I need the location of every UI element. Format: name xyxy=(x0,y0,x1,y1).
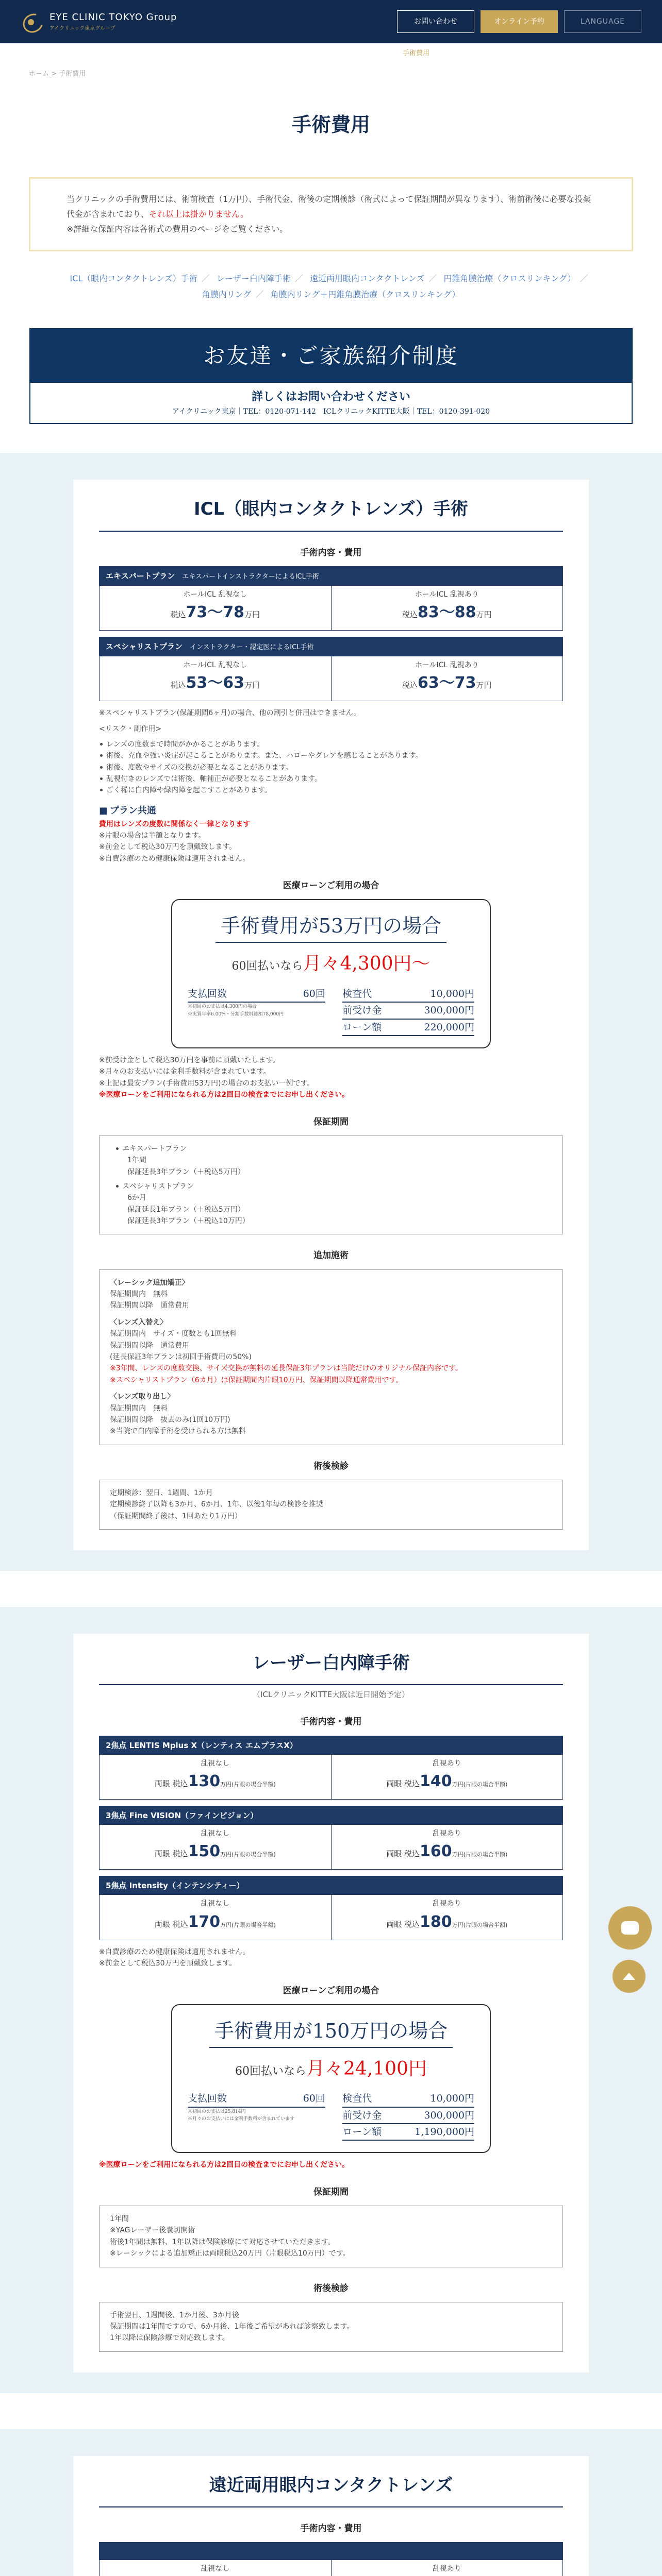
referral-banner[interactable] xyxy=(29,328,633,424)
price-value: 150 xyxy=(188,1842,221,1861)
warranty-line: ※レーシックによる追加矯正は両眼税込20万円（片眼税込10万円）です。 xyxy=(110,2249,350,2258)
icl-title: ICL（眼内コンタクトレンズ）手術 xyxy=(99,495,563,531)
price-prefix: 税込 xyxy=(170,681,186,690)
price-value: 83〜88 xyxy=(418,603,476,621)
extra-heading: 追加施術 xyxy=(313,1250,349,1261)
price-prefix: 税込 xyxy=(170,609,186,619)
cataract-subtitle: （ICLクリニックKITTE大阪は近日開始予定） xyxy=(252,1690,410,1700)
price-suffix: 万円 xyxy=(476,681,492,690)
price-label: ホールICL 乱視あり xyxy=(415,660,479,669)
multifocal-title: 遠近両用眼内コンタクトレンズ xyxy=(99,2471,563,2507)
note-line: ※前金として税込30万円を頂戴致します。 xyxy=(99,1959,237,1968)
loan-label: 支払回数 xyxy=(188,2093,227,2105)
extra-line: 保証期間内 無料 xyxy=(110,1290,168,1299)
warranty-line: 6か月 xyxy=(127,1194,146,1202)
price-label: 乱視あり xyxy=(432,1829,461,1838)
warranty-line: 1年間 xyxy=(127,1156,146,1165)
price-suffix: 万円(片眼の場合半額) xyxy=(452,1851,508,1858)
price-value: 160 xyxy=(420,1842,452,1861)
warranty-line: 術後1年間は無料、1年以降は保険診療にて対応させていただきます。 xyxy=(110,2238,335,2246)
warranty-heading: 保証期間 xyxy=(313,1116,349,1127)
loan-value: 220,000円 xyxy=(424,1021,474,1033)
scroll-top-button[interactable] xyxy=(613,1960,646,1993)
language-button[interactable]: LANGUAGE xyxy=(564,10,641,33)
price-value: 180 xyxy=(420,1912,452,1931)
notice-subtext: ※詳細な保証内容は各術式の費用のページをご覧ください。 xyxy=(67,224,288,234)
plan-name: 2焦点 LENTIS Mplus X（レンティス エムプラスX） xyxy=(100,1736,562,1755)
note-line: ※前金として税込30万円を頂戴致します。 xyxy=(99,843,237,852)
extra-line: (延長保証3年プランは初回手術費用の50%) xyxy=(110,1352,252,1361)
extra-subheading: 〈レンズ取り出し〉 xyxy=(110,1393,175,1401)
price-value: 63〜73 xyxy=(418,674,476,692)
extra-red-line: ※スペシャリストプラン（6カ月）は保証期間内片眼10万円、保証期間以降通常費用です。 xyxy=(110,1376,403,1384)
price-suffix: 万円(片眼の場合半額) xyxy=(220,1851,276,1858)
extra-line: 保証期間内 無料 xyxy=(110,1404,168,1413)
price-label: 乱視あり xyxy=(432,1759,461,1768)
banner-subtitle: 詳しくはお問い合わせください xyxy=(251,390,410,404)
loan-tiny: ※初回のお支払は4,300円の場合 xyxy=(188,1004,257,1010)
link-crosslinking[interactable]: 円錐角膜治療（クロスリンキング） xyxy=(443,274,576,284)
extra-subheading: 〈レーシック追加矯正〉 xyxy=(110,1278,189,1287)
site-header xyxy=(0,0,662,43)
price-label: 乱視なし xyxy=(201,1900,230,1908)
breadcrumb[interactable]: ホーム > 手術費用 xyxy=(29,70,86,78)
list-item: ごく稀に白内障や緑内障を起こすことがあります。 xyxy=(99,785,563,796)
loan-value: 60回 xyxy=(303,988,325,999)
extra-subheading: 〈レンズ入替え〉 xyxy=(110,1318,168,1327)
banner-title: お友達・ご家族紹介制度 xyxy=(30,329,632,383)
price-suffix: 万円(片眼の場合半額) xyxy=(220,1781,276,1788)
loan-value: 300,000円 xyxy=(424,2109,474,2121)
warranty-heading: 保証期間 xyxy=(313,2187,349,2197)
loan-red-note: ※医療ローンをご利用になられる方は2回目の検査までにお申し出ください。 xyxy=(99,1091,350,1099)
list-item: エキスパートプラン xyxy=(115,1143,552,1155)
price-suffix: 万円 xyxy=(244,681,260,690)
list-item: 術後、充血や強い炎症が起こることがあります。また、ハローやグレアを感じることがあります。 xyxy=(99,750,563,761)
cataract-fee-heading: 手術内容・費用 xyxy=(300,1717,362,1727)
extra-red-line: ※3年間、レンズの度数交換、サイズ交換が無料の延長保証3年プランは当院だけのオリジナル保証内容です。 xyxy=(110,1364,462,1373)
loan-label: 検査代 xyxy=(342,2093,372,2105)
list-item: レンズの度数まで時間がかかることがあります。 xyxy=(99,739,563,750)
checkup-line: 定期検診：翌日、1週間、1か月 xyxy=(110,1488,213,1497)
arrow-up-icon xyxy=(623,1973,635,1980)
multifocal-section xyxy=(0,2429,662,2576)
loan-head: 手術費用が150万円の場合 xyxy=(209,2015,453,2048)
plan-name: 5焦点 Intensity（インテンシティー） xyxy=(100,1876,562,1895)
warranty-box xyxy=(99,2206,563,2267)
list-item: 術後、度数やサイズの交換が必要となることがあります。 xyxy=(99,762,563,773)
loan-tiny: ※月々のお支払いには金利手数料が含まれています xyxy=(188,2116,295,2122)
loan-example xyxy=(171,2004,491,2154)
checkup-line: 1年以降は保険診療で対応致します。 xyxy=(110,2334,229,2343)
price-suffix: 万円 xyxy=(476,609,492,619)
loan-label: ローン額 xyxy=(342,1021,382,1033)
price-value: 130 xyxy=(188,1772,221,1791)
price-prefix: 両眼 税込 xyxy=(154,1919,188,1929)
price-prefix: 両眼 税込 xyxy=(154,1779,188,1789)
anchor-links: ICL（眼内コンタクトレンズ）手術 ／ レーザー白内障手術 ／ 遠近両用眼内コンタクトレンズ ／ 円錐角膜治療（クロスリンキング） ／ 角膜内リング ／ 角膜内リング＋円錐角膜治療（クロスリンキング） xyxy=(70,274,588,299)
extra-line: 保証期間以降 通常費用 xyxy=(110,1341,189,1350)
plan-desc: エキスパートインストラクターによるICL手術 xyxy=(182,572,319,581)
note-line: ※自費診療のため健康保険は適用されません。 xyxy=(99,854,250,863)
price-label: 乱視なし xyxy=(201,1829,230,1838)
loan-label: 支払回数 xyxy=(188,988,227,999)
loan-monthly: 月々4,300円〜 xyxy=(303,953,431,975)
plan-name: エキスパートプラン xyxy=(106,571,175,581)
loan-value: 10,000円 xyxy=(430,988,474,999)
price-prefix: 両眼 税込 xyxy=(386,1849,420,1859)
banner-contacts: アイクリニック東京｜TEL：0120-071-142 ICLクリニックKITTE大阪｜TEL：0120-391-020 xyxy=(172,408,490,416)
plan-finevision xyxy=(99,1806,563,1870)
checkup-box xyxy=(99,1480,563,1530)
plan-common-red: 費用はレンズの度数に関係なく一律となります xyxy=(99,820,251,828)
page-title: 手術費用 xyxy=(291,113,370,136)
price-suffix: 万円(片眼の場合半額) xyxy=(220,1921,276,1928)
link-icl[interactable]: ICL（眼内コンタクトレンズ）手術 xyxy=(70,274,197,284)
link-cataract[interactable]: レーザー白内障手術 xyxy=(216,274,291,284)
plan-intensity xyxy=(99,1876,563,1940)
logo[interactable] xyxy=(21,10,177,33)
price-suffix: 万円(片眼の場合半額) xyxy=(452,1921,508,1928)
link-ring[interactable]: 角膜内リング xyxy=(202,289,252,299)
loan-sub1: 60回払いなら xyxy=(235,2064,307,2078)
cataract-section xyxy=(0,1607,662,2393)
checkup-line: （保証期間終了後は、1回あたり1万円） xyxy=(110,1512,242,1520)
loan-tiny: ※実質年率6.00%・分割手数料総額78,000円 xyxy=(188,1011,284,1017)
checkup-box xyxy=(99,2302,563,2352)
price-value: 53〜63 xyxy=(186,674,244,692)
loan-heading: 医療ローンご利用の場合 xyxy=(283,880,379,891)
price-suffix: 万円(片眼の場合半額) xyxy=(452,1781,508,1788)
contact-button[interactable]: お問い合わせ xyxy=(397,10,474,33)
list-item: スペシャリストプラン xyxy=(115,1181,552,1192)
loan-sub1: 60回払いなら xyxy=(231,960,303,973)
price-value: 73〜78 xyxy=(186,603,244,621)
price-value: 170 xyxy=(188,1912,221,1931)
price-prefix: 税込 xyxy=(402,681,418,690)
price-label: 乱視なし xyxy=(201,1759,230,1768)
checkup-line: 定期検診終了以降も3か月、6か月、1年、以後1年毎の検診を推奨 xyxy=(110,1500,323,1509)
note-line: ※月々のお支払いには金利手数料が含まれています。 xyxy=(99,1067,271,1076)
warranty-line: 1年間 xyxy=(110,2214,129,2223)
price-label: ホールICL 乱視なし xyxy=(183,590,247,599)
extra-line: 保証期間以降 抜去のみ(1回10万円) xyxy=(110,1415,230,1424)
plan-lentis xyxy=(99,1736,563,1800)
note-line: ※前受け金として税込30万円を事前に頂戴いたします。 xyxy=(99,1056,280,1064)
checkup-heading: 術後検診 xyxy=(313,1461,349,1471)
loan-label: 前受け金 xyxy=(342,2109,382,2121)
notice-red-text: それ以上は掛かりません。 xyxy=(149,209,249,219)
price-prefix: 両眼 税込 xyxy=(386,1919,420,1929)
loan-head: 手術費用が53万円の場合 xyxy=(216,910,446,943)
list-item: 乱視付きのレンズでは術後、軸補正が必要となることがあります。 xyxy=(99,773,563,785)
warranty-line: ※YAGレーザー後嚢切開術 xyxy=(110,2226,195,2235)
warranty-box xyxy=(99,1136,563,1235)
price-prefix: 両眼 税込 xyxy=(386,1779,420,1789)
price-prefix: 両眼 税込 xyxy=(154,1849,188,1859)
loan-heading: 医療ローンご利用の場合 xyxy=(283,1985,379,1996)
fee-notice xyxy=(29,177,633,251)
loan-label: ローン額 xyxy=(342,2126,382,2138)
icl-section xyxy=(0,453,662,1571)
warranty-line: 保証延長3年プラン（＋税込10万円） xyxy=(127,1217,250,1226)
loan-value: 10,000円 xyxy=(430,2093,474,2105)
link-multifocal[interactable]: 遠近両用眼内コンタクトレンズ xyxy=(309,274,425,284)
price-value: 140 xyxy=(420,1772,452,1791)
specialist-note: ※スペシャリストプラン(保証期間6ヶ月)の場合、他の割引と併用はできません。 xyxy=(99,709,361,718)
plan-multifocal xyxy=(99,2542,563,2576)
risk-heading: <リスク・副作用> xyxy=(99,724,162,733)
header-nav xyxy=(397,10,641,33)
loan-monthly: 月々24,100円 xyxy=(306,2058,427,2079)
plan-name: 3焦点 Fine VISION（ファインビジョン） xyxy=(100,1806,562,1825)
checkup-line: 保証期間は1年間ですので、6か月後、1年後ご希望があれば診察致します。 xyxy=(110,2323,354,2331)
plan-expert xyxy=(99,566,563,631)
extra-box xyxy=(99,1269,563,1445)
logo-subtitle: アイクリニック東京グループ xyxy=(49,26,115,32)
loan-value: 300,000円 xyxy=(424,1005,474,1016)
link-ring-crosslinking[interactable]: 角膜内リング＋円錐角膜治療（クロスリンキング） xyxy=(270,289,460,299)
note-line: ※片眼の場合は半額となります。 xyxy=(99,832,206,840)
loan-example xyxy=(171,899,491,1048)
extra-line: ※当院で白内障手術を受けられる方は無料 xyxy=(110,1427,246,1436)
note-line: ※自費診療のため健康保険は適用されません。 xyxy=(99,1947,250,1956)
cataract-title: レーザー白内障手術 xyxy=(99,1649,563,1685)
price-label: 乱視あり xyxy=(432,2565,461,2573)
chat-bubble-icon xyxy=(621,1921,639,1935)
plan-desc: インストラクター・認定医によるICL手術 xyxy=(189,643,314,651)
sub-nav xyxy=(0,43,662,64)
price-label: ホールICL 乱視あり xyxy=(415,590,479,599)
icl-fee-heading: 手術内容・費用 xyxy=(300,547,362,558)
price-label: 乱視なし xyxy=(201,2565,230,2573)
price-label: ホールICL 乱視なし xyxy=(183,660,247,669)
price-suffix: 万円 xyxy=(244,609,260,619)
checkup-line: 手術翌日、1週間後、1か月後、3か月後 xyxy=(110,2311,239,2319)
warranty-line: 保証延長1年プラン（＋税込5万円） xyxy=(127,1205,245,1214)
online-reserve-button[interactable]: オンライン予約 xyxy=(481,10,558,33)
extra-line: 保証期間以降 通常費用 xyxy=(110,1301,189,1310)
chat-button[interactable] xyxy=(608,1906,652,1950)
extra-line: 保証期間内 サイズ・度数とも1回無料 xyxy=(110,1330,237,1338)
price-label: 乱視あり xyxy=(432,1900,461,1908)
loan-value: 60回 xyxy=(303,2093,325,2105)
notice-text: 当クリニックの手術費用には、術前検査（1万円）、手術代金、術後の定期検診（術式によって保証期間が異なります）、術前術後に必要な投薬代金が含まれており、 xyxy=(67,194,591,219)
eye-logo-icon xyxy=(21,10,44,33)
plan-specialist xyxy=(99,637,563,701)
subnav-current[interactable]: 手術費用 xyxy=(402,49,429,57)
multifocal-fee-heading: 手術内容・費用 xyxy=(300,2523,362,2534)
checkup-heading: 術後検診 xyxy=(313,2283,349,2294)
risk-list xyxy=(99,739,563,796)
loan-tiny: ※初回のお支払は25,814円 xyxy=(188,2109,246,2114)
price-prefix: 税込 xyxy=(402,609,418,619)
note-line: ※上記は最安プラン(手術費用53万円)の場合のお支払い一例です。 xyxy=(99,1079,315,1088)
loan-label: 前受け金 xyxy=(342,1005,382,1016)
loan-red-note: ※医療ローンをご利用になられる方は2回目の検査までにお申し出ください。 xyxy=(99,2161,350,2170)
loan-label: 検査代 xyxy=(342,988,372,999)
loan-value: 1,190,000円 xyxy=(415,2126,474,2138)
plan-name: スペシャリストプラン xyxy=(106,641,183,651)
logo-title: EYE CLINIC TOKYO Group xyxy=(49,11,177,23)
warranty-line: 保証延長3年プラン（＋税込5万円） xyxy=(127,1167,245,1176)
plan-common-heading: ■ プラン共通 xyxy=(99,804,563,819)
